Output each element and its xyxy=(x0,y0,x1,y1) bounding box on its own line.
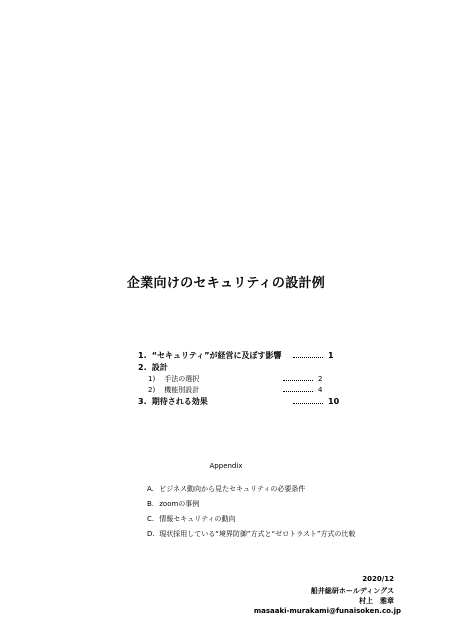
appendix-item-letter: C. xyxy=(147,515,155,523)
author-email: masaaki-murakami@funaisoken.co.jp xyxy=(253,607,401,615)
appendix-heading: Appendix xyxy=(209,462,243,470)
document-footer xyxy=(253,574,401,616)
appendix-item xyxy=(147,529,407,544)
appendix-item xyxy=(147,514,407,529)
toc-entry-label: 期待される効果 xyxy=(151,397,208,406)
toc-entry-label: “セキュリティ”が経営に及ぼす影響 xyxy=(151,351,282,360)
appendix-item-label: 情報セキュリティの動向 xyxy=(159,515,236,523)
company-name: 船井総研ホールディングス xyxy=(310,587,394,595)
document-title: 企業向けのセキュリティの設計例 xyxy=(126,276,326,291)
toc-entry-label: 設計 xyxy=(151,363,168,372)
toc-entry xyxy=(138,362,368,374)
toc-entry-page: 10 xyxy=(328,397,340,406)
toc-subentry xyxy=(138,385,368,396)
appendix-item xyxy=(147,484,407,499)
toc-leader-dots xyxy=(283,380,313,381)
appendix-item-letter: B. xyxy=(147,500,155,508)
toc-entry xyxy=(138,396,368,408)
toc-leader-dots xyxy=(293,357,323,358)
toc-entry-number: 1. xyxy=(138,351,147,360)
toc-entry-page: 2 xyxy=(318,375,323,383)
toc-entry-label: 手法の選択 xyxy=(164,375,200,383)
appendix-item-letter: D. xyxy=(147,530,155,538)
appendix-item-label: ビジネス動向から見たセキュリティの必要条件 xyxy=(159,485,306,493)
document-date: 2020/12 xyxy=(362,575,394,583)
toc-subentry xyxy=(138,374,368,385)
toc-leader-dots xyxy=(283,391,313,392)
toc-entry-page: 1 xyxy=(328,351,334,360)
appendix-list xyxy=(147,484,407,544)
toc-entry-number: 3. xyxy=(138,397,147,406)
appendix-item-label: zoomの事例 xyxy=(159,500,200,508)
toc-entry-page: 4 xyxy=(318,386,323,394)
toc-leader-dots xyxy=(293,403,323,404)
toc-entry-label: 機能別設計 xyxy=(164,386,200,394)
toc-entry-number: 2. xyxy=(138,363,147,372)
author-name: 村上 雅章 xyxy=(359,597,394,605)
appendix-item-letter: A. xyxy=(147,485,154,493)
toc-entry-number: 1) xyxy=(148,375,156,383)
appendix-item-label: 現状採用している“境界防御”方式と“ゼロトラスト”方式の比較 xyxy=(159,530,356,538)
appendix-item xyxy=(147,499,407,514)
toc-entry-number: 2) xyxy=(148,386,156,394)
toc-entry xyxy=(138,350,368,362)
table-of-contents xyxy=(138,350,368,408)
